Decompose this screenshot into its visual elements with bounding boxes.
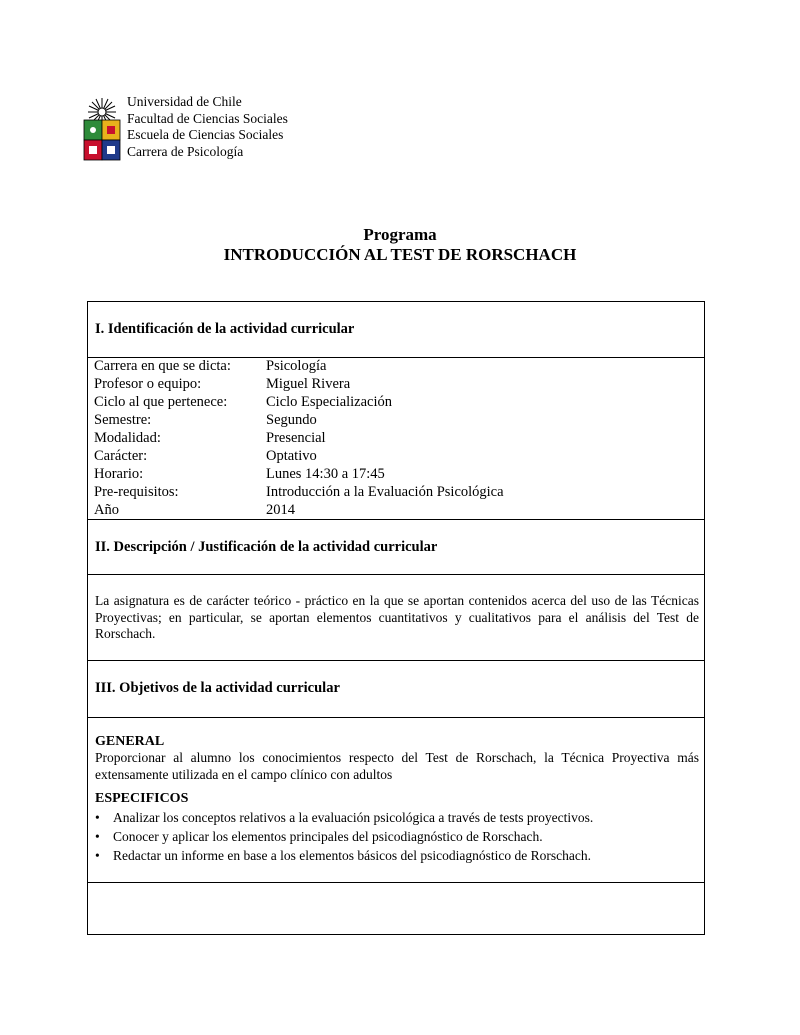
school-name: Escuela de Ciencias Sociales	[127, 127, 284, 142]
course-title: INTRODUCCIÓN AL TEST DE RORSCHACH	[223, 245, 577, 264]
list-item-text: Conocer y aplicar los elementos principales del psicodiagnóstico de Rorschach.	[113, 829, 543, 844]
divider	[87, 660, 705, 661]
general-objective-label: GENERAL	[95, 734, 165, 749]
institution-block	[127, 94, 288, 160]
value-ano: 2014	[266, 502, 295, 518]
general-objective-text: Proporcionar al alumno los conocimientos respecto del Test de Rorschach, la Técnica Proyectiva más extensamente utilizada en el campo clínico con adultos	[95, 750, 699, 782]
value-ciclo: Ciclo Especialización	[266, 394, 393, 410]
label-ano: Año	[94, 502, 119, 518]
divider	[87, 574, 705, 575]
value-horario: Lunes 14:30 a 17:45	[266, 466, 385, 482]
label-caracter: Carácter:	[94, 448, 148, 464]
section-2-heading: II. Descripción / Justificación de la actividad curricular	[95, 539, 438, 555]
list-item	[95, 848, 591, 864]
divider	[87, 882, 705, 883]
specific-objectives-label: ESPECIFICOS	[95, 791, 189, 806]
label-prerequisitos: Pre-requisitos:	[94, 484, 179, 500]
section-3-heading: III. Objetivos de la actividad curricular	[95, 680, 340, 696]
document-title: Programa	[363, 225, 437, 244]
divider	[87, 717, 705, 718]
value-prerequisitos: Introducción a la Evaluación Psicológica	[266, 484, 504, 500]
label-ciclo: Ciclo al que pertenece:	[94, 394, 228, 410]
value-modalidad: Presencial	[266, 430, 326, 446]
bullet-icon: •	[95, 829, 100, 844]
label-profesor: Profesor o equipo:	[94, 376, 202, 392]
list-item	[95, 810, 593, 826]
divider	[87, 519, 705, 520]
description-text: La asignatura es de carácter teórico - práctico en la que se aportan contenidos acerca del uso de las Técnicas Proyectivas; en particular, se aportan elementos cuantitativos y cualitativos para el análisis del Test de Rorschach.	[95, 593, 699, 641]
value-profesor: Miguel Rivera	[266, 376, 351, 392]
list-item-text: Analizar los conceptos relativos a la evaluación psicológica a través de tests proyectivos.	[113, 810, 594, 825]
list-item-text: Redactar un informe en base a los elementos básicos del psicodiagnóstico de Rorschach.	[113, 848, 591, 863]
label-semestre: Semestre:	[94, 412, 152, 428]
label-carrera: Carrera en que se dicta:	[94, 358, 231, 374]
list-item	[95, 829, 543, 845]
career-name: Carrera de Psicología	[127, 143, 244, 159]
value-caracter: Optativo	[266, 448, 317, 464]
university-seal-icon	[82, 96, 122, 164]
label-horario: Horario:	[94, 466, 144, 482]
bullet-icon: •	[95, 810, 100, 825]
bullet-icon: •	[95, 848, 100, 863]
university-name: Universidad de Chile	[127, 94, 242, 109]
value-carrera: Psicología	[266, 358, 327, 374]
value-semestre: Segundo	[266, 412, 317, 428]
label-modalidad: Modalidad:	[94, 430, 161, 446]
section-1-heading: I. Identificación de la actividad curricular	[95, 321, 355, 337]
faculty-name: Facultad de Ciencias Sociales	[127, 110, 288, 126]
